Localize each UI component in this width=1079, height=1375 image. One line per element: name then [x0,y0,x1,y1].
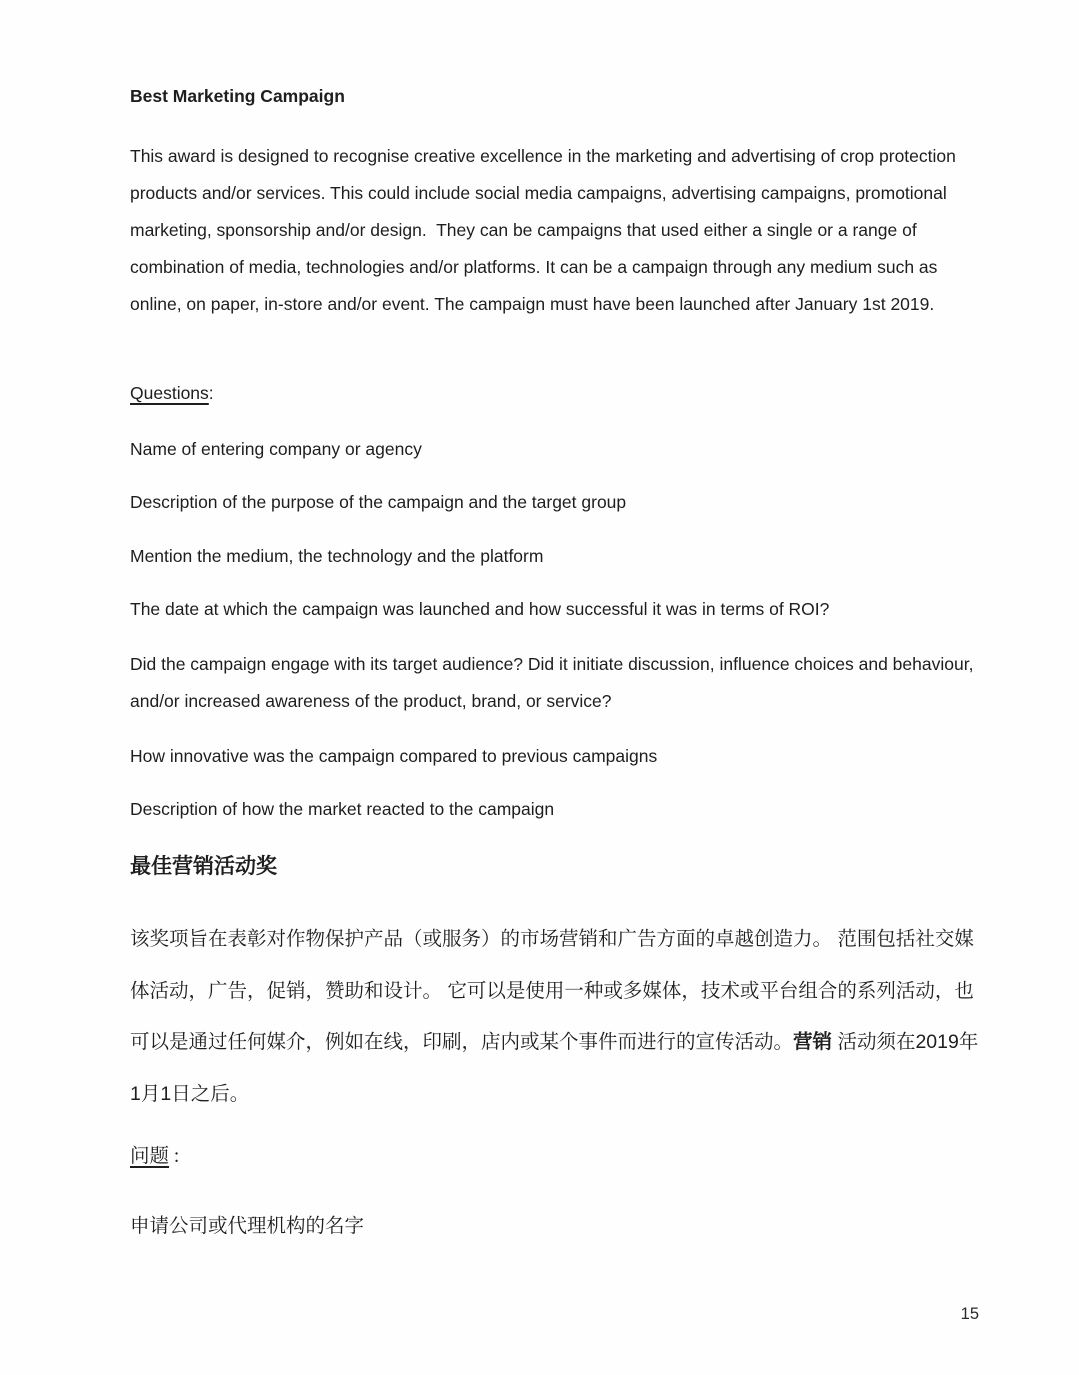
questions-label-chinese-text: 问题 [130,1146,170,1167]
questions-label-english [130,375,982,412]
intro-paragraph-english: This award is designed to recognise creative excellence in the marketing and advertising of crop protection products and/or services. This could include social media campaigns, advertising campaigns, promotional marketing, sponsorship and/or design. They can be campaigns that used either a single or a range of combination of media, technologies and/or platforms. It can be a campaign through any medium such as online, on paper, in-store and/or event. The campaign must have been launched after January 1st 2019. [130,146,961,315]
question-item-3: Mention the medium, the technology and the platform [130,546,544,566]
page-number: 15 [960,1305,979,1323]
intro-paragraph-chinese [130,914,982,1120]
questions-label-chinese [130,1142,982,1172]
intro-chinese-post: 活动须在2019年1月1日之后。 [130,1031,979,1105]
question-item-5: Did the campaign engage with its target audience? Did it initiate discussion, influence choices and behaviour, and/or increased awareness of the product, brand, or service? [130,654,979,712]
question-item-chinese-1: 申请公司或代理机构的名字 [130,1216,365,1237]
intro-chinese-bold-term: 营销 [793,1031,833,1054]
questions-label-text: Questions [130,383,209,403]
intro-chinese-pre: 该奖项旨在表彰对作物保护产品（或服务）的市场营销和广告方面的卓越创造力。 范围包括社交媒体活动，广告，促销，赞助和设计。 它可以是使用一种或多媒体，技术或平台组合的系列活动，也可以是通过任何媒介，例如在线，印刷，店内或某个事件而进行的宣传活动。 [130,928,974,1054]
question-item-6: How innovative was the campaign compared to previous campaigns [130,746,658,766]
question-item-7: Description of how the market reacted to the campaign [130,799,555,819]
question-item-1: Name of entering company or agency [130,439,422,459]
heading-english: Best Marketing Campaign [130,86,345,106]
heading-chinese: 最佳营销活动奖 [130,855,277,878]
question-item-2: Description of the purpose of the campaign and the target group [130,492,627,512]
questions-label-chinese-colon: : [169,1146,180,1167]
question-item-4: The date at which the campaign was launched and how successful it was in terms of ROI? [130,599,830,619]
questions-label-colon: : [208,383,214,403]
